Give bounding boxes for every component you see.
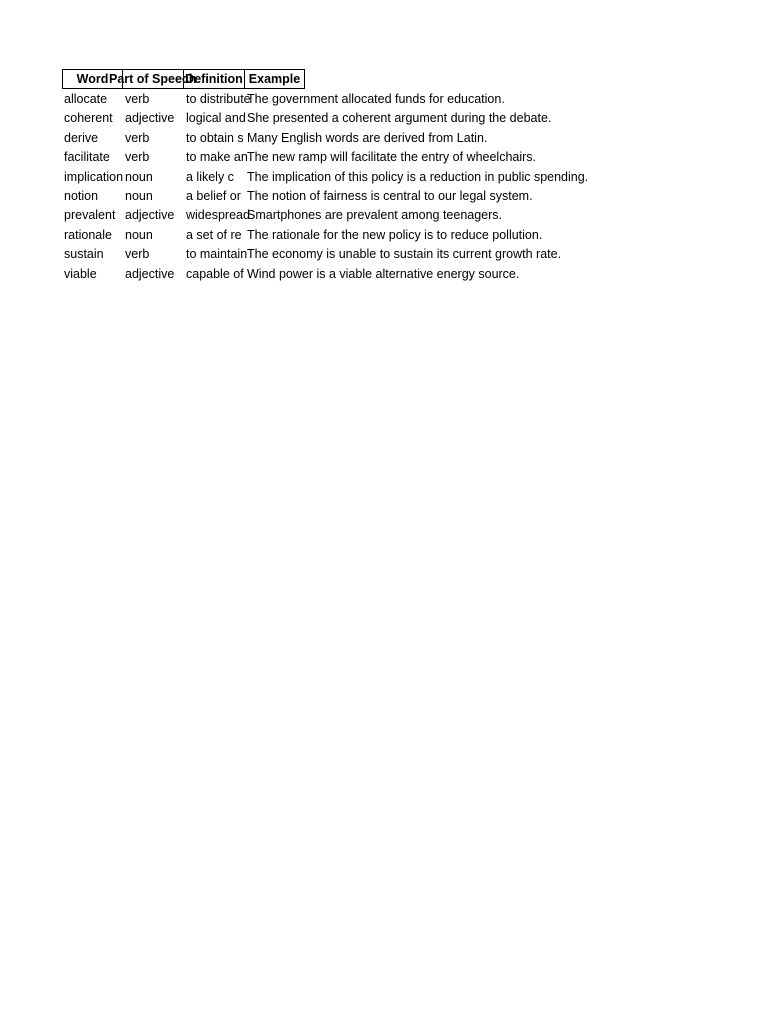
example-cell[interactable]: The rationale for the new policy is to reduce pollution. [247,227,543,242]
definition-cell[interactable]: a set of re [186,227,242,242]
example-cell[interactable]: The new ramp will facilitate the entry of wheelchairs. [247,150,537,165]
example-cell[interactable]: The implication of this policy is a reduction in public spending. [247,169,589,184]
definition-cell[interactable]: a likely c [186,169,234,184]
part-of-speech-cell[interactable]: verb [125,92,150,106]
definition-cell[interactable]: to maintain [186,247,248,262]
example-cell[interactable]: Smartphones are prevalent among teenagers. [247,208,503,223]
definition-cell[interactable]: to obtain s [186,130,244,145]
word-cell[interactable]: prevalent [64,208,116,223]
definition-cell[interactable]: widespread [186,208,250,223]
part-of-speech-cell[interactable]: verb [125,150,150,165]
example-cell[interactable]: She presented a coherent argument during the debate. [247,111,552,126]
part-of-speech-cell[interactable]: verb [125,247,150,262]
word-cell[interactable]: viable [64,266,97,281]
example-cell[interactable]: The economy is unable to sustain its current growth rate. [247,247,562,262]
definition-cell[interactable]: to distribute [186,92,251,106]
part-of-speech-cell[interactable]: adjective [125,208,175,223]
part-of-speech-cell[interactable]: adjective [125,111,175,126]
word-cell[interactable]: rationale [64,227,112,242]
definition-cell[interactable]: to make an [186,150,248,165]
word-cell[interactable]: derive [64,130,99,145]
part-of-speech-cell[interactable]: noun [125,188,153,203]
header-example-cell[interactable]: Example [245,69,305,89]
header-definition-cell[interactable]: Definition [184,69,245,89]
example-cell[interactable]: The government allocated funds for education. [247,92,505,106]
example-cell[interactable]: The notion of fairness is central to our legal system. [247,188,533,203]
word-cell[interactable]: allocate [64,92,108,106]
definition-cell[interactable]: a belief or [186,188,241,203]
header-word-cell[interactable]: Word [62,69,123,89]
word-cell[interactable]: notion [64,188,99,203]
example-cell[interactable]: Wind power is a viable alternative energy source. [247,266,520,281]
part-of-speech-cell[interactable]: noun [125,169,153,184]
part-of-speech-cell[interactable]: adjective [125,266,175,281]
part-of-speech-cell[interactable]: verb [125,130,150,145]
definition-cell[interactable]: capable of [186,266,244,281]
word-cell[interactable]: sustain [64,247,104,262]
word-cell[interactable]: facilitate [64,150,110,165]
word-cell[interactable]: implication [64,169,124,184]
header-part-of-speech-label: Part of Speech [109,72,197,86]
part-of-speech-cell[interactable]: noun [125,227,153,242]
definition-cell[interactable]: logical and [186,111,246,126]
example-cell[interactable]: Many English words are derived from Latin. [247,130,488,145]
word-cell[interactable]: coherent [64,111,113,126]
header-part-of-speech-cell[interactable] [109,69,197,89]
